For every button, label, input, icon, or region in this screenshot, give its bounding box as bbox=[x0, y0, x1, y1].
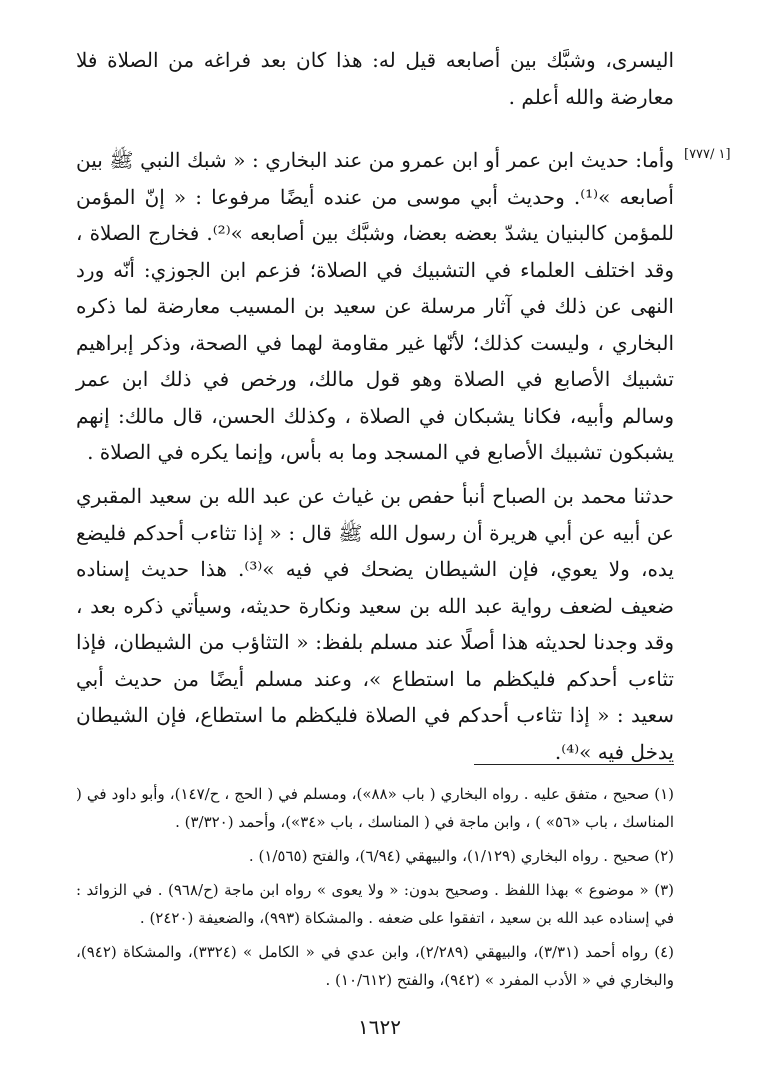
footnote-3: (٣) « موضوع » بهذا اللفظ . وصحيح بدون: « ولا يعوى » رواه ابن ماجة (ح/٩٦٨) . في الزوائد : في إسناده عبد الله بن سعيد ، اتفقوا على ضعفه . والمشكاة (٩٩٣)، والضعيفة (٢٤٢٠) . bbox=[76, 881, 674, 927]
body-paragraph-2: وأما: حديث ابن عمر أو ابن عمرو من عند البخاري : « شبك النبي ﷺ بين أصابعه »⁽¹⁾. وحديث أبي موسى من عنده أيضًا مرفوعا : « إنّ المؤمن للمؤمن كالبنيان يشدّ بعضه بعضا، وشبَّك بين أصابعه »⁽²⁾. فخارج الصلاة ، وقد اختلف العلماء في التشبيك في الصلاة؛ فزعم ابن الجوزي: أنّه ورد النهى عن ذلك في آثار مرسلة عن سعيد بن المسيب معارضة لما ذكره البخاري ، وليست كذلك؛ لأنّها غير مقاومة لهما في الصحة، وذكر إبراهيم تشبيك الأصابع في الصلاة وهو قول مالك، ورخص في ذلك ابن عمر وسالم وأبيه، فكانا يشبكان في الصلاة ، وكذلك الحسن، قال مالك: إنهم يشبكون تشبيك الأصابع في المسجد وما به بأس، وإنما يكره في الصلاة . bbox=[76, 148, 674, 464]
body-paragraph-1: اليسرى، وشبَّك بين أصابعه قيل له: هذا كان بعد فراغه من الصلاة فلا معارضة والله أعلم . bbox=[76, 48, 674, 109]
body-paragraph-3: حدثنا محمد بن الصباح أنبأ حفص بن غياث عن عبد الله بن سعيد المقبري عن أبيه عن أبي هريرة أن رسول الله ﷺ قال : « إذا تثاءب أحدكم فليضع يده، ولا يعوي، فإن الشيطان يضحك في فيه »⁽³⁾. هذا حديث إسناده ضعيف لضعف رواية عبد الله بن سعيد ونكارة حديثه، وسيأتي ذكره بعد ، وقد وجدنا لحديثه هذا أصلًا عند مسلم بلفظ: « التثاؤب من الشيطان، فإذا تثاءب أحدكم فليكظم ما استطاع »، وعند مسلم أيضًا من حديث أبي سعيد : « إذا تثاءب أحدكم في الصلاة فليكظم ما استطاع، فإن الشيطان يدخل فيه »⁽⁴⁾. bbox=[76, 484, 674, 764]
footnote-separator bbox=[474, 764, 674, 765]
margin-reference-marker: [١ /٧٧٧] bbox=[684, 147, 731, 162]
footnote-4: (٤) رواه أحمد (٣/٣١)، والبيهقي (٢/٢٨٩)، وابن عدي في « الكامل » (٣٣٢٤)، والمشكاة (٩٤٢)، والبخاري في « الأدب المفرد » (٩٤٢)، والفتح (١٠/٦١٢) . bbox=[76, 943, 674, 989]
footnote-1: (١) صحيح ، متفق عليه . رواه البخاري ( باب «٨٨»)، ومسلم في ( الحج ، ح/١٤٧)، وأبو داود في ( المناسك ، باب «٥٦» ) ، وابن ماجة في ( المناسك ، باب «٣٤»)، وأحمد (٣/٣٢٠) . bbox=[76, 785, 674, 831]
footnote-2: (٢) صحيح . رواه البخاري (١/١٢٩)، والبيهقي (٦/٩٤)، والفتح (١/٥٦٥) . bbox=[248, 847, 674, 865]
footnotes bbox=[76, 780, 674, 1000]
page-number: ١٦٢٢ bbox=[358, 1015, 401, 1039]
